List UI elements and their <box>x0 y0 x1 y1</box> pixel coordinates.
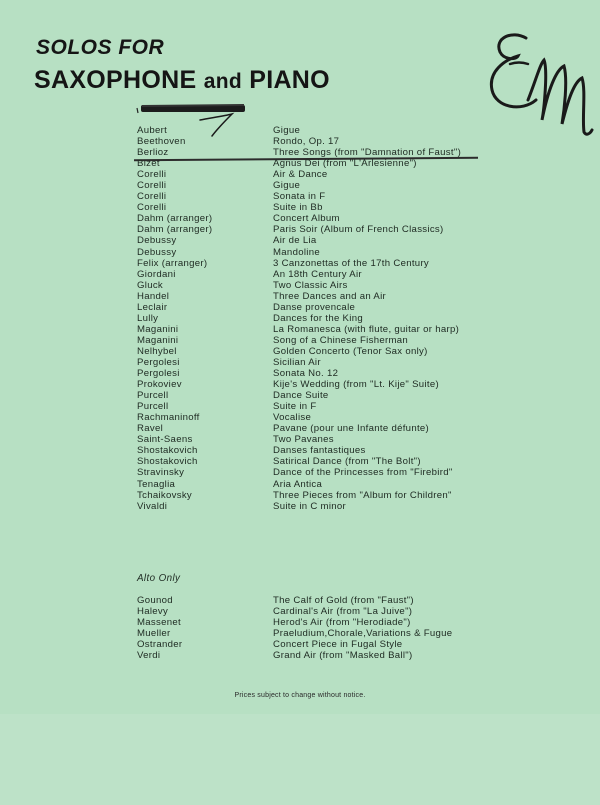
piece-title: Satirical Dance (from "The Bolt") <box>273 456 421 468</box>
alto-only-list <box>137 595 577 661</box>
piece-title: Herod's Air (from "Herodiade") <box>273 617 411 629</box>
composer-name: Shostakovich <box>137 445 198 457</box>
composer-name: Debussy <box>137 246 177 258</box>
title-solos-for: SOLOS FOR <box>36 36 165 59</box>
list-item <box>137 456 577 467</box>
list-item <box>137 313 577 324</box>
composer-name: Leclair <box>137 301 168 313</box>
list-item <box>137 379 577 390</box>
piece-title: Dances for the King <box>273 312 363 324</box>
piece-title: Sicilian Air <box>273 356 321 368</box>
piece-title: Danse provencale <box>273 301 356 313</box>
list-item <box>137 445 577 456</box>
list-item <box>137 595 577 606</box>
piece-title: 3 Canzonettas of the 17th Century <box>273 257 430 269</box>
piece-title: Suite in Bb <box>273 202 323 214</box>
list-item <box>137 639 577 650</box>
list-item <box>137 335 577 346</box>
composer-name: Gluck <box>137 279 164 291</box>
list-item <box>137 158 577 169</box>
piece-title: Praeludium,Chorale,Variations & Fugue <box>273 628 453 640</box>
composer-name: Corelli <box>137 180 167 192</box>
composer-name: Lully <box>137 312 159 324</box>
list-item <box>137 191 577 202</box>
publisher-logo <box>482 20 594 140</box>
list-item <box>137 180 577 191</box>
piece-title: Three Dances and an Air <box>273 290 387 302</box>
composer-name: Gounod <box>137 595 173 606</box>
piece-title: Pavane (pour une Infante défunte) <box>273 423 430 435</box>
composer-name: Verdi <box>137 650 161 662</box>
list-item <box>137 324 577 335</box>
piece-title: Concert Album <box>273 213 340 225</box>
piece-title: Suite in C minor <box>273 500 347 512</box>
piece-title: Two Pavanes <box>273 434 334 446</box>
piece-title: Sonata No. 12 <box>273 368 339 380</box>
composer-name: Halevy <box>137 606 169 618</box>
list-item <box>137 412 577 423</box>
piece-title: Golden Concerto (Tenor Sax only) <box>273 345 428 357</box>
piece-title: Vocalise <box>273 412 312 424</box>
composer-name: Pergolesi <box>137 368 180 380</box>
composer-name: Massenet <box>137 617 181 629</box>
composer-name: Bizet <box>137 158 160 170</box>
piece-title: Three Pieces from "Album for Children" <box>273 489 452 501</box>
piece-title: Dance of the Princesses from "Firebird" <box>273 467 453 479</box>
title-piano: PIANO <box>249 66 330 94</box>
list-item <box>137 269 577 280</box>
title-saxophone: SAXOPHONE <box>34 66 197 94</box>
composer-name: Handel <box>137 290 170 302</box>
composer-name: Maganini <box>137 323 179 335</box>
composer-name: Aubert <box>137 125 168 136</box>
list-item <box>137 258 577 269</box>
list-item <box>137 346 577 357</box>
list-item <box>137 434 577 445</box>
piece-title: La Romanesca (with flute, guitar or harp) <box>273 323 460 335</box>
price-notice: Prices subject to change without notice. <box>234 692 366 699</box>
composer-name: Debussy <box>137 235 177 247</box>
list-item <box>137 235 577 246</box>
list-item <box>137 401 577 412</box>
list-item <box>137 490 577 501</box>
composer-name: Felix (arranger) <box>137 257 208 269</box>
composer-name: Prokoviev <box>137 379 182 391</box>
piece-title: Air de Lia <box>273 235 317 247</box>
composer-name: Giordani <box>137 268 176 280</box>
list-item <box>137 247 577 258</box>
composer-name: Mueller <box>137 628 171 640</box>
piece-title: Kije's Wedding (from "Lt. Kije" Suite) <box>273 379 439 391</box>
list-item <box>137 291 577 302</box>
alto-only-heading: Alto Only <box>137 573 181 584</box>
piece-title: Song of a Chinese Fisherman <box>273 334 409 346</box>
list-item <box>137 224 577 235</box>
composer-name: Dahm (arranger) <box>137 213 213 225</box>
piece-title: Three Songs (from "Damnation of Faust") <box>273 147 462 159</box>
piece-title: Agnus Dei (from "L'Arlesienne") <box>273 158 417 170</box>
composer-name: Stravinsky <box>137 467 185 479</box>
composer-name: Corelli <box>137 191 167 203</box>
composer-name: Purcell <box>137 390 169 402</box>
list-item <box>137 280 577 291</box>
piece-title: Air & Dance <box>273 169 328 181</box>
piece-title: Mandoline <box>273 246 320 258</box>
composer-name: Ostrander <box>137 639 183 651</box>
list-item <box>137 423 577 434</box>
piece-title: Two Classic Airs <box>273 279 348 291</box>
composer-name: Tchaikovsky <box>137 489 193 501</box>
composer-name: Corelli <box>137 202 167 214</box>
composer-name: Saint-Saens <box>137 434 193 446</box>
list-item <box>137 125 577 136</box>
list-item <box>137 169 577 180</box>
composer-name: Corelli <box>137 169 167 181</box>
list-item <box>137 302 577 313</box>
composer-name: Vivaldi <box>137 500 168 512</box>
list-item <box>137 501 577 512</box>
list-item <box>137 202 577 213</box>
list-item <box>137 650 577 661</box>
list-item <box>137 606 577 617</box>
piece-title: Dance Suite <box>273 390 329 402</box>
title-instruments <box>34 66 330 95</box>
list-item <box>137 479 577 490</box>
composer-name: Berlioz <box>137 147 169 159</box>
list-item <box>137 467 577 478</box>
list-item <box>137 213 577 224</box>
composer-name: Dahm (arranger) <box>137 224 213 236</box>
piece-title: Suite in F <box>273 401 317 413</box>
list-item <box>137 147 577 158</box>
piece-title: An 18th Century Air <box>273 268 362 280</box>
composer-name: Maganini <box>137 334 179 346</box>
list-item <box>137 628 577 639</box>
composer-name: Rachmaninoff <box>137 412 200 424</box>
title-and: and <box>203 70 242 93</box>
composer-name: Pergolesi <box>137 356 180 368</box>
list-item <box>137 368 577 379</box>
piece-title: Danses fantastiques <box>273 445 366 457</box>
piece-title: Sonata in F <box>273 191 326 203</box>
piece-title: Grand Air (from "Masked Ball") <box>273 650 413 662</box>
composer-name: Shostakovich <box>137 456 198 468</box>
piece-title: Aria Antica <box>273 478 323 490</box>
piece-title: Paris Soir (Album of French Classics) <box>273 224 444 236</box>
piece-title: Cardinal's Air (from "La Juive") <box>273 606 413 618</box>
composer-name: Purcell <box>137 401 169 413</box>
piece-title: The Calf of Gold (from "Faust") <box>273 595 414 606</box>
list-item <box>137 136 577 147</box>
list-item <box>137 617 577 628</box>
piece-title: Gigue <box>273 180 301 192</box>
composer-name: Ravel <box>137 423 164 435</box>
piece-title: Gigue <box>273 125 301 136</box>
piece-title: Rondo, Op. 17 <box>273 136 340 148</box>
composer-name: Beethoven <box>137 136 186 148</box>
composer-name: Tenaglia <box>137 478 176 490</box>
composer-name: Nelhybel <box>137 345 177 357</box>
list-item <box>137 357 577 368</box>
list-item <box>137 390 577 401</box>
piece-title: Concert Piece in Fugal Style <box>273 639 403 651</box>
solos-list <box>137 125 577 512</box>
